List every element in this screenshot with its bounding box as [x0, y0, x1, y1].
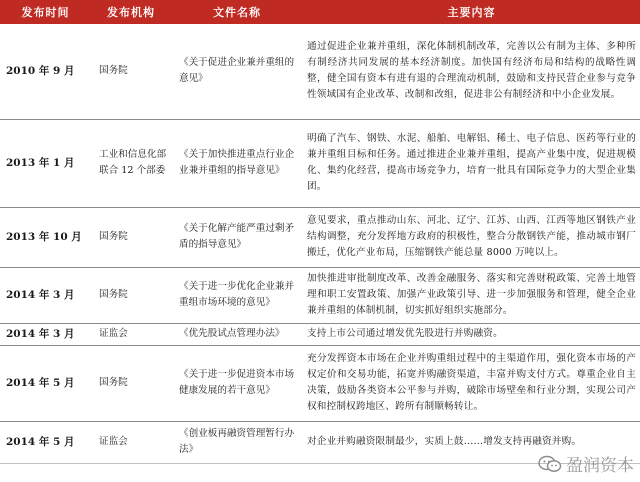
- cell-org: 证监会: [91, 323, 171, 345]
- cell-date: 2013 年 10 月: [0, 207, 91, 267]
- cell-content: 加快推进审批制度改革、改善金融服务、落实和完善财税政策、完善土地管理和职工安置政策、加强产业政策引导、进一步加强服务和管理，健全企业兼并重组的体制机制，切实抓好组织实施部分。: [303, 267, 640, 323]
- cell-org: 国务院: [91, 207, 171, 267]
- cell-doc: 《关于促进企业兼并重组的意见》: [171, 24, 303, 119]
- header-row: [0, 0, 640, 24]
- table-row: [0, 24, 640, 119]
- cell-org: 国务院: [91, 345, 171, 421]
- watermark: [538, 451, 634, 476]
- cell-content: 对企业并购融资限制最少，实质上鼓……增发支持再融资并购。: [303, 421, 640, 463]
- watermark-text: 盈润资本: [566, 456, 634, 476]
- table-header: [0, 0, 640, 24]
- header-date: 发布时间: [0, 0, 91, 24]
- cell-doc: 《创业板再融资管理暂行办法》: [171, 421, 303, 463]
- cell-date: 2014 年 5 月: [0, 345, 91, 421]
- cell-content: 明确了汽车、钢铁、水泥、船舶、电解铝、稀土、电子信息、医药等行业的兼并重组目标和任务。通过推进企业兼并重组，提高产业集中度，促进规模化、集约化经营，提高市场竞争力，培育一批具有国际竞争力的大型企业集团。: [303, 119, 640, 207]
- table-body: [0, 24, 640, 463]
- table-row: [0, 267, 640, 323]
- table-row: [0, 119, 640, 207]
- cell-doc: 《关于化解产能严重过剩矛盾的指导意见》: [171, 207, 303, 267]
- cell-org: 工业和信息化部联合 12 个部委: [91, 119, 171, 207]
- cell-date: 2010 年 9 月: [0, 24, 91, 119]
- header-org: 发布机构: [91, 0, 171, 24]
- table-row: [0, 345, 640, 421]
- header-content: 主要内容: [303, 0, 640, 24]
- cell-content: 充分发挥资本市场在企业并购重组过程中的主渠道作用，强化资本市场的产权定价和交易功能，拓宽并购融资渠道，丰富并购支付方式。尊重企业自主决策，鼓励各类资本公平参与并购，破除市场壁垒和行业分割，实现公司产权和控制权跨地区、跨所有制顺畅转让。: [303, 345, 640, 421]
- cell-content: 意见要求，重点推动山东、河北、辽宁、江苏、山西、江西等地区钢铁产业结构调整，充分发挥地方政府的积极性，整合分散钢铁产能，推动城市钢厂搬迁，优化产业布局，压缩钢铁产能总量 8000 万吨以上。: [303, 207, 640, 267]
- header-doc: 文件名称: [171, 0, 303, 24]
- cell-org: 证监会: [91, 421, 171, 463]
- table-row: [0, 207, 640, 267]
- cell-date: 2014 年 5 月: [0, 421, 91, 463]
- cell-doc: 《优先股试点管理办法》: [171, 323, 303, 345]
- table-row: [0, 323, 640, 345]
- cell-date: 2014 年 3 月: [0, 267, 91, 323]
- wechat-icon: [538, 455, 562, 473]
- cell-date: 2014 年 3 月: [0, 323, 91, 345]
- cell-org: 国务院: [91, 24, 171, 119]
- cell-doc: 《关于加快推进重点行业企业兼并重组的指导意见》: [171, 119, 303, 207]
- cell-org: 国务院: [91, 267, 171, 323]
- cell-date: 2013 年 1 月: [0, 119, 91, 207]
- cell-content: 通过促进企业兼并重组，深化体制机制改革，完善以公有制为主体、多种所有制经济共同发展的基本经济制度。加快国有经济布局和结构的战略性调整，健全国有资本有进有退的合理流动机制，鼓励和支持民营企业参与竞争性领域国有企业改革、改制和改组，促进非公有制经济和中小企业发展。: [303, 24, 640, 119]
- cell-doc: 《关于进一步优化企业兼并重组市场环境的意见》: [171, 267, 303, 323]
- cell-doc: 《关于进一步促进资本市场健康发展的若干意见》: [171, 345, 303, 421]
- cell-content: 支持上市公司通过增发优先股进行并购融资。: [303, 323, 640, 345]
